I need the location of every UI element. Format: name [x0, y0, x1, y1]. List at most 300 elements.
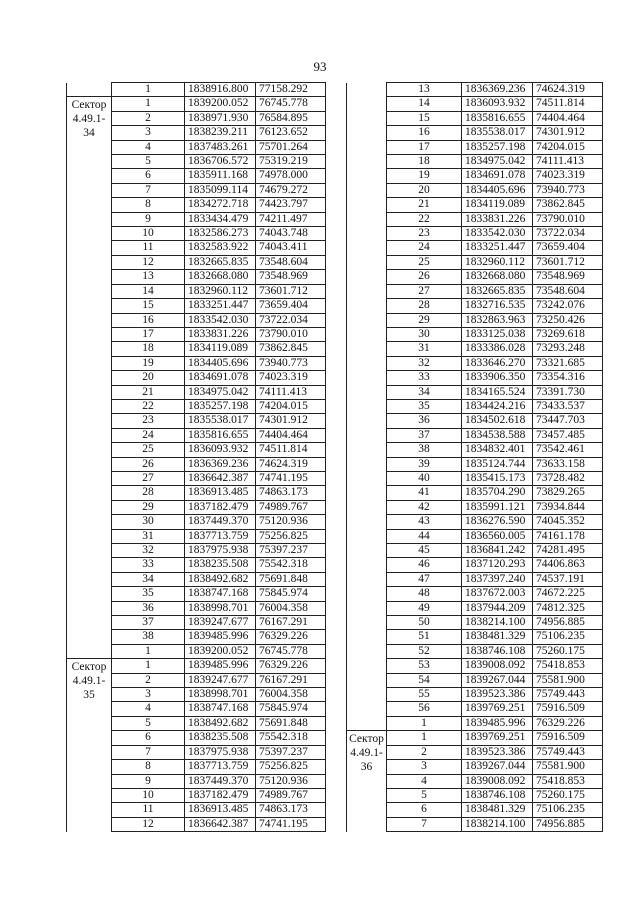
- point-number: 26: [387, 270, 462, 284]
- y-coordinate: 73862.845: [533, 198, 603, 212]
- x-coordinate: 1837182.479: [185, 788, 256, 802]
- y-coordinate: 74863.173: [256, 486, 326, 500]
- table-row: [67, 313, 326, 327]
- table-row: [347, 572, 603, 586]
- sector-cell: [347, 270, 387, 284]
- y-coordinate: 73601.712: [256, 284, 326, 298]
- x-coordinate: 1837672.003: [462, 587, 533, 601]
- point-number: 25: [112, 443, 185, 457]
- table-row: [67, 644, 326, 658]
- point-number: 13: [387, 83, 462, 97]
- table-row: [347, 414, 603, 428]
- y-coordinate: 75397.237: [256, 745, 326, 759]
- y-coordinate: 75691.848: [256, 716, 326, 730]
- sector-cell: [67, 227, 112, 241]
- x-coordinate: 1833251.447: [462, 241, 533, 255]
- y-coordinate: 75397.237: [256, 544, 326, 558]
- sector-cell: [67, 788, 112, 802]
- y-coordinate: 74023.319: [256, 371, 326, 385]
- x-coordinate: 1838239.211: [185, 126, 256, 140]
- x-coordinate: 1832863.963: [462, 313, 533, 327]
- x-coordinate: 1838214.100: [462, 616, 533, 630]
- point-number: 35: [387, 399, 462, 413]
- x-coordinate: 1837975.938: [185, 544, 256, 558]
- y-coordinate: 73391.730: [533, 385, 603, 399]
- y-coordinate: 75120.936: [256, 774, 326, 788]
- table-row: [67, 255, 326, 269]
- y-coordinate: 74989.767: [256, 500, 326, 514]
- x-coordinate: 1836642.387: [185, 817, 256, 831]
- point-number: 50: [387, 616, 462, 630]
- y-coordinate: 74406.863: [533, 558, 603, 572]
- point-number: 11: [112, 803, 185, 817]
- sector-cell: [67, 241, 112, 255]
- table-row: [347, 817, 603, 831]
- sector-cell: [67, 327, 112, 341]
- sector-cell: [347, 140, 387, 154]
- x-coordinate: 1836369.236: [462, 83, 533, 97]
- y-coordinate: 75749.443: [533, 688, 603, 702]
- table-row: [67, 731, 326, 745]
- table-row: [67, 587, 326, 601]
- point-number: 3: [387, 760, 462, 774]
- sector-cell: [347, 183, 387, 197]
- y-coordinate: 74989.767: [256, 788, 326, 802]
- table-row: [347, 601, 603, 615]
- table-row: [347, 227, 603, 241]
- table-row: [347, 342, 603, 356]
- point-number: 51: [387, 630, 462, 644]
- x-coordinate: 1837120.293: [462, 558, 533, 572]
- table-row: [67, 399, 326, 413]
- point-number: 39: [387, 457, 462, 471]
- point-number: 52: [387, 644, 462, 658]
- x-coordinate: 1839485.996: [185, 659, 256, 673]
- table-row: [347, 371, 603, 385]
- sector-label: [67, 97, 112, 140]
- point-number: 31: [112, 529, 185, 543]
- x-coordinate: 1837397.240: [462, 572, 533, 586]
- table-row: [67, 788, 326, 802]
- table-row: [67, 227, 326, 241]
- table-row: [67, 284, 326, 298]
- table-row: [67, 601, 326, 615]
- table-row: [347, 356, 603, 370]
- table-row: [347, 673, 603, 687]
- sector-cell: [67, 587, 112, 601]
- sector-cell: [347, 198, 387, 212]
- sector-cell: [347, 529, 387, 543]
- x-coordinate: 1832665.835: [462, 284, 533, 298]
- sector-cell: [67, 457, 112, 471]
- sector-cell: [347, 313, 387, 327]
- table-row: [67, 544, 326, 558]
- y-coordinate: 73433.537: [533, 399, 603, 413]
- x-coordinate: 1838971.930: [185, 111, 256, 125]
- y-coordinate: 73548.969: [256, 270, 326, 284]
- x-coordinate: 1835099.114: [185, 183, 256, 197]
- table-row: [67, 342, 326, 356]
- y-coordinate: 75120.936: [256, 515, 326, 529]
- table-row: [67, 414, 326, 428]
- sector-cell: [67, 558, 112, 572]
- y-coordinate: 74511.814: [256, 443, 326, 457]
- x-coordinate: 1837975.938: [185, 745, 256, 759]
- sector-cell: [67, 169, 112, 183]
- point-number: 19: [112, 356, 185, 370]
- y-coordinate: 74511.814: [533, 97, 603, 111]
- table-row: [67, 443, 326, 457]
- point-number: 29: [387, 313, 462, 327]
- x-coordinate: 1836369.236: [185, 457, 256, 471]
- x-coordinate: 1838214.100: [462, 817, 533, 831]
- y-coordinate: 74281.495: [533, 544, 603, 558]
- sector-cell: [67, 702, 112, 716]
- point-number: 20: [387, 183, 462, 197]
- y-coordinate: 76167.291: [256, 673, 326, 687]
- sector-cell: [67, 760, 112, 774]
- sector-cell: [67, 284, 112, 298]
- point-number: 27: [112, 471, 185, 485]
- x-coordinate: 1834405.696: [185, 356, 256, 370]
- table-row: [347, 788, 603, 802]
- x-coordinate: 1835415.173: [462, 471, 533, 485]
- x-coordinate: 1839200.052: [185, 97, 256, 111]
- point-number: 15: [112, 299, 185, 313]
- x-coordinate: 1838998.701: [185, 601, 256, 615]
- table-row: [67, 745, 326, 759]
- x-coordinate: 1838747.168: [185, 587, 256, 601]
- y-coordinate: 76745.778: [256, 97, 326, 111]
- point-number: 40: [387, 471, 462, 485]
- sector-cell: [67, 342, 112, 356]
- point-number: 31: [387, 342, 462, 356]
- point-number: 2: [112, 111, 185, 125]
- table-row: [67, 457, 326, 471]
- point-number: 45: [387, 544, 462, 558]
- y-coordinate: 74624.319: [533, 83, 603, 97]
- y-coordinate: 74043.411: [256, 241, 326, 255]
- sector-cell: [347, 385, 387, 399]
- table-row: [347, 97, 603, 111]
- x-coordinate: 1837713.759: [185, 529, 256, 543]
- sector-cell: [67, 313, 112, 327]
- table-row: [67, 803, 326, 817]
- y-coordinate: 75749.443: [533, 745, 603, 759]
- y-coordinate: 74204.015: [533, 140, 603, 154]
- x-coordinate: 1839200.052: [185, 644, 256, 658]
- table-row: [67, 630, 326, 644]
- x-coordinate: 1833434.479: [185, 212, 256, 226]
- y-coordinate: 75542.318: [256, 731, 326, 745]
- sector-cell: [347, 587, 387, 601]
- sector-cell: [67, 803, 112, 817]
- sector-cell: [67, 399, 112, 413]
- y-coordinate: 73659.404: [256, 299, 326, 313]
- x-coordinate: 1833251.447: [185, 299, 256, 313]
- point-number: 14: [387, 97, 462, 111]
- point-number: 32: [112, 544, 185, 558]
- x-coordinate: 1834424.216: [462, 399, 533, 413]
- table-row: [67, 774, 326, 788]
- y-coordinate: 76329.226: [533, 716, 603, 730]
- table-row: [67, 270, 326, 284]
- point-number: 15: [387, 111, 462, 125]
- sector-cell: [347, 702, 387, 716]
- point-number: 7: [112, 745, 185, 759]
- y-coordinate: 73659.404: [533, 241, 603, 255]
- x-coordinate: 1833542.030: [462, 227, 533, 241]
- y-coordinate: 74023.319: [533, 169, 603, 183]
- point-number: 12: [112, 817, 185, 831]
- sector-cell: [67, 270, 112, 284]
- point-number: 1: [112, 97, 185, 111]
- table-row: [347, 630, 603, 644]
- point-number: 1: [112, 644, 185, 658]
- sector-cell: [347, 572, 387, 586]
- sector-cell: [347, 284, 387, 298]
- x-coordinate: 1833646.270: [462, 356, 533, 370]
- x-coordinate: 1836706.572: [185, 155, 256, 169]
- table-row: [347, 313, 603, 327]
- x-coordinate: 1838746.108: [462, 788, 533, 802]
- y-coordinate: 74679.272: [256, 183, 326, 197]
- sector-cell: [347, 558, 387, 572]
- point-number: 29: [112, 500, 185, 514]
- x-coordinate: 1839008.092: [462, 659, 533, 673]
- table-row: [67, 428, 326, 442]
- y-coordinate: 76123.652: [256, 126, 326, 140]
- y-coordinate: 75581.900: [533, 760, 603, 774]
- x-coordinate: 1836642.387: [185, 471, 256, 485]
- x-coordinate: 1834119.089: [462, 198, 533, 212]
- table-row: [347, 284, 603, 298]
- point-number: 12: [112, 255, 185, 269]
- point-number: 27: [387, 284, 462, 298]
- x-coordinate: 1832586.273: [185, 227, 256, 241]
- x-coordinate: 1835911.168: [185, 169, 256, 183]
- table-row: [347, 587, 603, 601]
- y-coordinate: 73457.485: [533, 428, 603, 442]
- sector-cell: [67, 572, 112, 586]
- point-number: 54: [387, 673, 462, 687]
- sector-cell: [67, 774, 112, 788]
- y-coordinate: 73250.426: [533, 313, 603, 327]
- point-number: 44: [387, 529, 462, 543]
- table-row: [347, 169, 603, 183]
- sector-cell: [67, 644, 112, 658]
- point-number: 24: [387, 241, 462, 255]
- y-coordinate: 74956.885: [533, 616, 603, 630]
- sector-cell: [67, 414, 112, 428]
- x-coordinate: 1834691.078: [462, 169, 533, 183]
- y-coordinate: 76167.291: [256, 616, 326, 630]
- table-row: [347, 616, 603, 630]
- y-coordinate: 76329.226: [256, 630, 326, 644]
- x-coordinate: 1838492.682: [185, 572, 256, 586]
- sector-cell: [347, 255, 387, 269]
- table-row: [347, 486, 603, 500]
- y-coordinate: 75701.264: [256, 140, 326, 154]
- sector-cell: [67, 745, 112, 759]
- sector-cell: [347, 169, 387, 183]
- y-coordinate: 76745.778: [256, 644, 326, 658]
- point-number: 18: [112, 342, 185, 356]
- y-coordinate: 74537.191: [533, 572, 603, 586]
- point-number: 24: [112, 428, 185, 442]
- sector-cell: [347, 644, 387, 658]
- point-number: 8: [112, 198, 185, 212]
- sector-cell: [67, 716, 112, 730]
- y-coordinate: 76329.226: [256, 659, 326, 673]
- y-coordinate: 73293.248: [533, 342, 603, 356]
- x-coordinate: 1839008.092: [462, 774, 533, 788]
- y-coordinate: 75418.853: [533, 659, 603, 673]
- y-coordinate: 75845.974: [256, 587, 326, 601]
- point-number: 4: [387, 774, 462, 788]
- x-coordinate: 1839523.386: [462, 688, 533, 702]
- sector-cell: [67, 601, 112, 615]
- y-coordinate: 74111.413: [533, 155, 603, 169]
- x-coordinate: 1837713.759: [185, 760, 256, 774]
- table-row: [67, 572, 326, 586]
- table-row: [67, 356, 326, 370]
- table-row: [347, 111, 603, 125]
- point-number: 47: [387, 572, 462, 586]
- point-number: 23: [387, 227, 462, 241]
- table-row: [67, 529, 326, 543]
- table-row: [347, 515, 603, 529]
- point-number: 10: [112, 227, 185, 241]
- y-coordinate: 76584.895: [256, 111, 326, 125]
- y-coordinate: 74672.225: [533, 587, 603, 601]
- table-row: [67, 140, 326, 154]
- x-coordinate: 1833386.028: [462, 342, 533, 356]
- x-coordinate: 1834975.042: [462, 155, 533, 169]
- table-row: [347, 731, 603, 745]
- point-number: 1: [387, 731, 462, 745]
- point-number: 16: [387, 126, 462, 140]
- x-coordinate: 1833906.350: [462, 371, 533, 385]
- point-number: 35: [112, 587, 185, 601]
- table-row: [347, 471, 603, 485]
- point-number: 32: [387, 356, 462, 370]
- point-number: 34: [112, 572, 185, 586]
- table-row: [67, 702, 326, 716]
- sector-cell: [67, 731, 112, 745]
- x-coordinate: 1834119.089: [185, 342, 256, 356]
- x-coordinate: 1834502.618: [462, 414, 533, 428]
- y-coordinate: 76004.358: [256, 688, 326, 702]
- table-row: [347, 702, 603, 716]
- table-row: [347, 659, 603, 673]
- y-coordinate: 73940.773: [256, 356, 326, 370]
- point-number: 28: [387, 299, 462, 313]
- point-number: 9: [112, 212, 185, 226]
- table-row: [67, 515, 326, 529]
- x-coordinate: 1835124.744: [462, 457, 533, 471]
- y-coordinate: 73548.604: [533, 284, 603, 298]
- point-number: 1: [387, 716, 462, 730]
- sector-cell: [67, 428, 112, 442]
- table-row: [347, 140, 603, 154]
- y-coordinate: 74404.464: [256, 428, 326, 442]
- sector-cell: [347, 601, 387, 615]
- point-number: 17: [387, 140, 462, 154]
- sector-cell: [347, 500, 387, 514]
- table-row: [67, 817, 326, 831]
- x-coordinate: 1835538.017: [185, 414, 256, 428]
- point-number: 19: [387, 169, 462, 183]
- sector-cell: [347, 155, 387, 169]
- x-coordinate: 1834832.401: [462, 443, 533, 457]
- table-row: [67, 558, 326, 572]
- point-number: 22: [387, 212, 462, 226]
- x-coordinate: 1839769.251: [462, 702, 533, 716]
- table-row: [347, 803, 603, 817]
- point-number: 7: [387, 817, 462, 831]
- y-coordinate: 74404.464: [533, 111, 603, 125]
- x-coordinate: 1832960.112: [462, 255, 533, 269]
- y-coordinate: 75542.318: [256, 558, 326, 572]
- table-row: [67, 486, 326, 500]
- x-coordinate: 1835257.198: [185, 399, 256, 413]
- sector-cell: [347, 443, 387, 457]
- x-coordinate: 1839247.677: [185, 673, 256, 687]
- table-row: [347, 428, 603, 442]
- sector-cell: [347, 544, 387, 558]
- x-coordinate: 1837182.479: [185, 500, 256, 514]
- sector-cell: [347, 716, 387, 730]
- point-number: 20: [112, 371, 185, 385]
- point-number: 41: [387, 486, 462, 500]
- y-coordinate: 75106.235: [533, 630, 603, 644]
- point-number: 16: [112, 313, 185, 327]
- x-coordinate: 1838746.108: [462, 644, 533, 658]
- table-row: [347, 558, 603, 572]
- sector-cell: [347, 126, 387, 140]
- x-coordinate: 1833542.030: [185, 313, 256, 327]
- coordinates-table-left-body: [67, 83, 326, 832]
- sector-cell: [67, 198, 112, 212]
- sector-label: [67, 659, 112, 702]
- x-coordinate: 1837449.370: [185, 774, 256, 788]
- point-number: 33: [387, 371, 462, 385]
- x-coordinate: 1833831.226: [462, 212, 533, 226]
- x-coordinate: 1837449.370: [185, 515, 256, 529]
- x-coordinate: 1838747.168: [185, 702, 256, 716]
- table-row: [67, 327, 326, 341]
- table-row: [347, 126, 603, 140]
- x-coordinate: 1834538.588: [462, 428, 533, 442]
- table-row: [347, 255, 603, 269]
- point-number: 2: [387, 745, 462, 759]
- sector-cell: [67, 155, 112, 169]
- x-coordinate: 1836276.590: [462, 515, 533, 529]
- table-row: [347, 385, 603, 399]
- x-coordinate: 1837944.209: [462, 601, 533, 615]
- point-number: 37: [112, 616, 185, 630]
- y-coordinate: 75256.825: [256, 760, 326, 774]
- y-coordinate: 74741.195: [256, 817, 326, 831]
- table-row: [67, 155, 326, 169]
- y-coordinate: 73542.461: [533, 443, 603, 457]
- sector-cell: [67, 299, 112, 313]
- x-coordinate: 1838481.329: [462, 630, 533, 644]
- y-coordinate: 75418.853: [533, 774, 603, 788]
- x-coordinate: 1836093.932: [462, 97, 533, 111]
- point-number: 14: [112, 284, 185, 298]
